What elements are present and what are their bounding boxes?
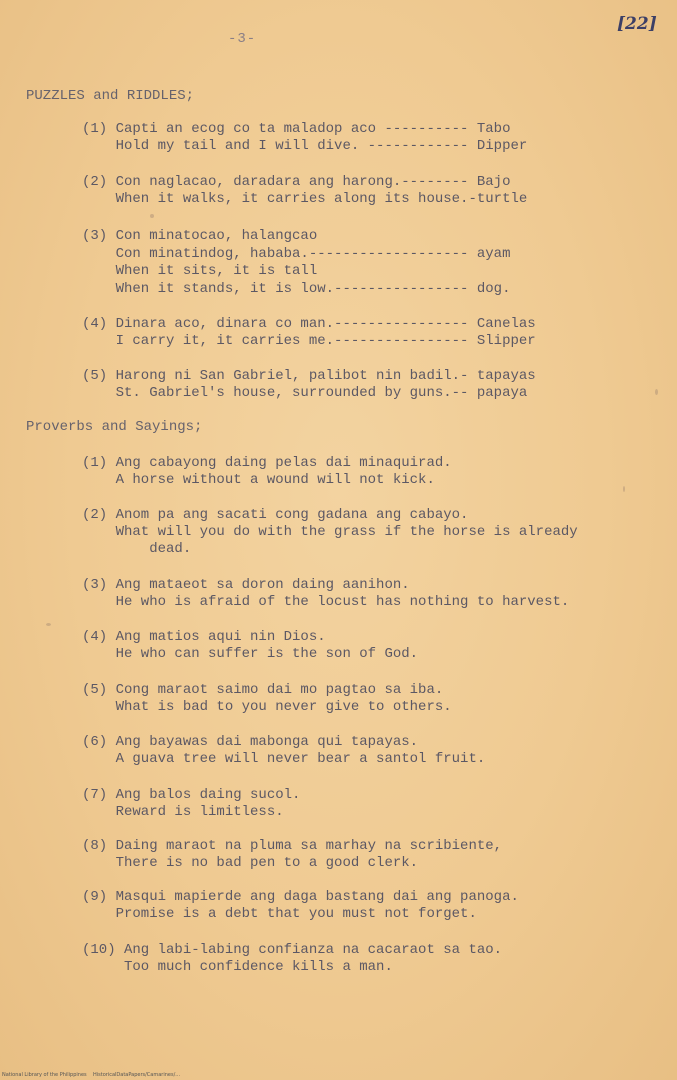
- paper-speck: [623, 486, 625, 492]
- proverb-7-line-2: Reward is limitless.: [82, 804, 284, 820]
- proverb-5-line-1: (5) Cong maraot saimo dai mo pagtao sa iba.: [82, 682, 444, 698]
- proverb-10-line-1: (10) Ang labi-labing confianza na cacaraot sa tao.: [82, 942, 503, 958]
- paper-speck: [46, 623, 51, 626]
- proverb-3-line-1: (3) Ang mataeot sa doron daing aanihon.: [82, 577, 410, 593]
- proverb-6-line-2: A guava tree will never bear a santol fruit.: [82, 751, 486, 767]
- puzzle-3-line-4: When it stands, it is low.---------------- dog.: [82, 281, 511, 297]
- proverb-8-line-1: (8) Daing maraot na pluma sa marhay na scribiente,: [82, 838, 503, 854]
- puzzle-5-line-2: St. Gabriel's house, surrounded by guns.-- papaya: [82, 385, 528, 401]
- archive-footer: National Library of the Philippines HistoricalDataPapers/Camarines/...: [2, 1072, 181, 1078]
- puzzle-4-line-2: I carry it, it carries me.---------------- Slipper: [82, 333, 536, 349]
- proverb-2-line-3: dead.: [82, 541, 192, 557]
- proverb-1-line-1: (1) Ang cabayong daing pelas dai minaquirad.: [82, 455, 452, 471]
- puzzle-2-line-1: (2) Con naglacao, daradara ang harong.-------- Bajo: [82, 174, 511, 190]
- page-number: -3-: [228, 31, 257, 47]
- puzzle-1-line-2: Hold my tail and I will dive. ------------ Dipper: [82, 138, 528, 154]
- proverb-9-line-1: (9) Masqui mapierde ang daga bastang dai ang panoga.: [82, 889, 519, 905]
- proverb-5-line-2: What is bad to you never give to others.: [82, 699, 452, 715]
- puzzle-3-line-1: (3) Con minatocao, halangcao: [82, 228, 318, 244]
- proverb-8-line-2: There is no bad pen to a good clerk.: [82, 855, 419, 871]
- puzzle-3-line-2: Con minatindog, hababa.------------------- ayam: [82, 246, 511, 262]
- proverb-4-line-2: He who can suffer is the son of God.: [82, 646, 419, 662]
- proverb-2-line-2: What will you do with the grass if the horse is already: [82, 524, 578, 540]
- puzzle-5-line-1: (5) Harong ni San Gabriel, palibot nin badil.- tapayas: [82, 368, 536, 384]
- puzzle-1-line-1: (1) Capti an ecog co ta maladop aco ---------- Tabo: [82, 121, 511, 137]
- proverb-1-line-2: A horse without a wound will not kick.: [82, 472, 435, 488]
- proverb-2-line-1: (2) Anom pa ang sacati cong gadana ang cabayo.: [82, 507, 469, 523]
- proverb-7-line-1: (7) Ang balos daing sucol.: [82, 787, 301, 803]
- proverb-10-line-2: Too much confidence kills a man.: [82, 959, 393, 975]
- puzzle-4-line-1: (4) Dinara aco, dinara co man.---------------- Canelas: [82, 316, 536, 332]
- proverbs-heading: Proverbs and Sayings;: [26, 419, 203, 435]
- proverb-3-line-2: He who is afraid of the locust has nothing to harvest.: [82, 594, 570, 610]
- paper-speck: [150, 214, 154, 218]
- puzzle-2-line-2: When it walks, it carries along its house.-turtle: [82, 191, 528, 207]
- corner-note: [22]: [617, 14, 657, 34]
- puzzle-3-line-3: When it sits, it is tall: [82, 263, 318, 279]
- proverb-9-line-2: Promise is a debt that you must not forget.: [82, 906, 477, 922]
- puzzles-heading: PUZZLES and RIDDLES;: [26, 88, 195, 104]
- proverb-6-line-1: (6) Ang bayawas dai mabonga qui tapayas.: [82, 734, 419, 750]
- proverb-4-line-1: (4) Ang matios aqui nin Dios.: [82, 629, 326, 645]
- paper-speck: [655, 389, 658, 395]
